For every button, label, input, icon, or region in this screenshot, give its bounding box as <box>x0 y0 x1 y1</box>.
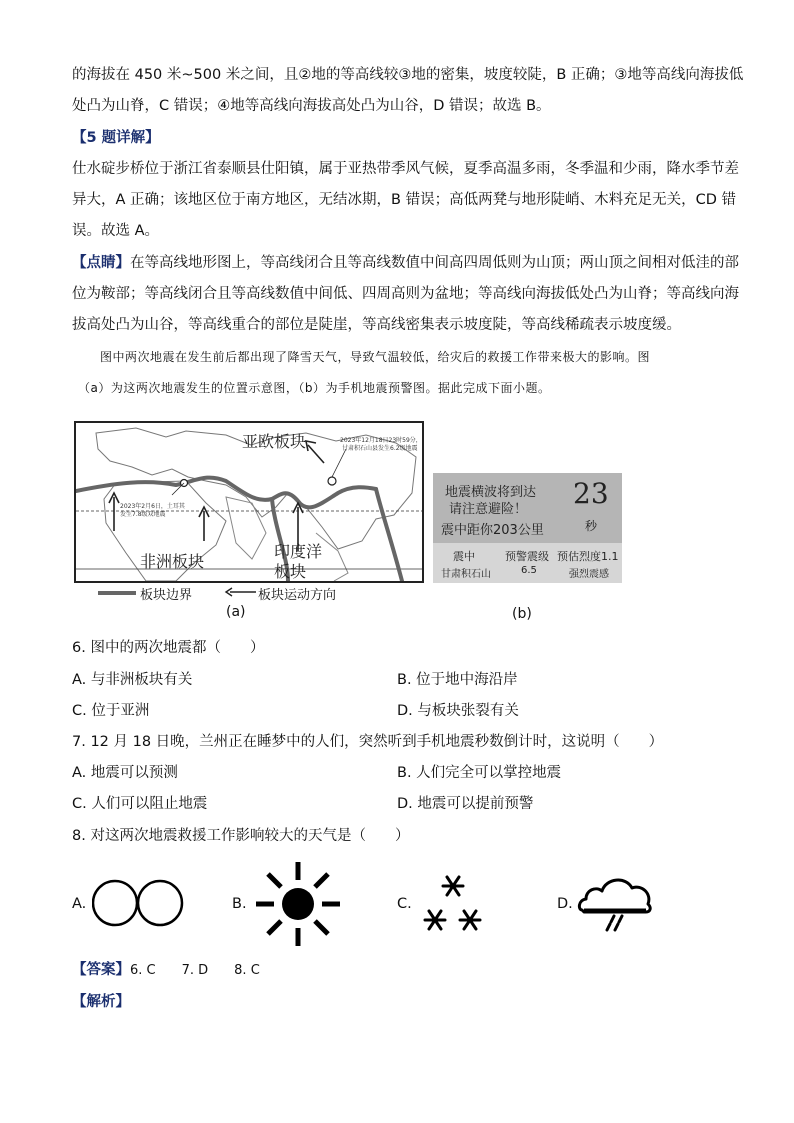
legend-motion-label: 板块运动方向 <box>258 588 337 603</box>
question-7-option-b: B. 人们完全可以掌控地震 <box>397 765 562 781</box>
eurasian-plate-label: 亚欧板块 <box>242 432 307 451</box>
phone-warning-figure <box>433 473 622 583</box>
tip-text: 在等高线地形图上，等高线闭合且等高线数值中间高四周低则为山顶；两山顶之间相对低洼的部 <box>130 255 739 271</box>
intro-line: （a）为这两次地震发生的位置示意图，（b）为手机地震预警图。据此完成下面小题。 <box>78 381 551 395</box>
figure-b-caption: (b) <box>512 606 532 622</box>
question-6-stem: 6. 图中的两次地震都（ ） <box>72 640 265 656</box>
legend-boundary-symbol <box>98 591 136 595</box>
warning-panel <box>433 473 622 543</box>
question-7-option-d: D. 地震可以提前预警 <box>397 796 534 812</box>
question-7-stem: 7. 12 月 18 日晚，兰州正在睡梦中的人们，突然听到手机地震秒数倒计时，这说明（ ） <box>72 734 664 750</box>
quake-info-panel <box>433 543 622 583</box>
tip-label: 【点睛】 <box>72 255 130 271</box>
question-6-option-a: A. 与非洲板块有关 <box>72 672 193 688</box>
indian-plate-label-1: 印度洋 <box>274 542 323 561</box>
text-line: 仕水碇步桥位于浙江省泰顺县仕阳镇，属于亚热带季风气候，夏季高温多雨，冬季温和少雨，降水季节差 <box>72 161 739 177</box>
level-header: 预警震级 <box>505 550 549 563</box>
intro-line: 图中两次地震在发生前后都出现了降雪天气，导致气温较低，给灾后的救援工作带来极大的影响。图 <box>100 350 651 364</box>
question-8-option-c: C. <box>397 896 412 912</box>
answer-text: 6. C 7. D 8. C <box>130 963 260 978</box>
epicenter-value: 甘肃积石山 <box>441 569 491 580</box>
question-8-stem: 8. 对这两次地震救援工作影响较大的天气是（ ） <box>72 828 410 844</box>
sun-icon <box>252 860 344 948</box>
epicenter-header: 震中 <box>453 550 475 563</box>
turkey-quake-annotation-2: 发生7.8级双地震 <box>120 511 166 518</box>
text-line: 的海拔在 450 米~500 米之间，且②地的等高线较③地的密集，坡度较陡，B 正确；③地等高线向海拔低 <box>72 67 744 83</box>
question-6-option-b: B. 位于地中海沿岸 <box>397 672 518 688</box>
analysis-label: 【解析】 <box>72 994 130 1010</box>
text-line: 处凸为山脊，C 错误；④地等高线向海拔高处凸为山谷，D 错误；故选 B。 <box>72 98 551 114</box>
section-heading: 【5 题详解】 <box>72 130 160 146</box>
answer-label: 【答案】 <box>72 962 130 978</box>
intensity-header: 预估烈度1.1 <box>557 550 619 563</box>
answer-line <box>72 960 260 981</box>
rain-cloud-icon <box>576 872 656 932</box>
text-line: 异大，A 正确；该地区位于南方地区，无结冰期，B 错误；高低两凳与地形陡峭、木料充足无关，CD 错 <box>72 192 736 208</box>
distance-text: 震中距你203公里 <box>441 523 544 538</box>
question-6-option-d: D. 与板块张裂有关 <box>397 703 519 719</box>
question-7-option-a: A. 地震可以预测 <box>72 765 178 781</box>
legend-arrow-icon <box>224 587 256 597</box>
countdown-unit: 秒 <box>585 519 598 533</box>
turkey-quake-annotation-1: 2023年2月6日，土耳其 <box>120 503 185 510</box>
warning-line-1: 地震横波将到达 <box>445 485 537 500</box>
question-6-option-c: C. 位于亚洲 <box>72 703 150 719</box>
text-line: 位为鞍部；等高线闭合且等高线数值中间低、四周高则为盆地；等高线向海拔低处凸为山脊；等高线向海 <box>72 286 739 302</box>
text-line: 误。故选 A。 <box>72 223 160 239</box>
figure-a-caption: (a) <box>226 604 246 620</box>
tip-line <box>72 253 739 273</box>
countdown-number: 23 <box>573 477 609 510</box>
plate-map-figure <box>74 421 424 583</box>
question-8-option-d: D. <box>557 896 573 912</box>
gansu-quake-annotation-2: 甘肃积石山县发生6.2级地震 <box>342 445 418 452</box>
warning-line-2: 请注意避险！ <box>449 502 528 517</box>
gansu-quake-annotation-1: 2023年12月18日23时59分， <box>340 437 422 444</box>
question-8-option-b: B. <box>232 896 247 912</box>
snow-icon <box>420 874 486 936</box>
question-8-option-a: A. <box>72 896 87 912</box>
indian-plate-label-2: 板块 <box>274 562 307 581</box>
two-circles-icon <box>92 876 188 930</box>
legend-boundary-label: 板块边界 <box>140 588 193 603</box>
question-7-option-c: C. 人们可以阻止地震 <box>72 796 208 812</box>
text-line: 拔高处凸为山谷，等高线重合的部位是陡崖，等高线密集表示坡度陡，等高线稀疏表示坡度缓。 <box>72 317 681 333</box>
intensity-value: 强烈震感 <box>569 569 609 580</box>
level-value: 6.5 <box>521 565 537 576</box>
african-plate-label: 非洲板块 <box>140 552 205 571</box>
